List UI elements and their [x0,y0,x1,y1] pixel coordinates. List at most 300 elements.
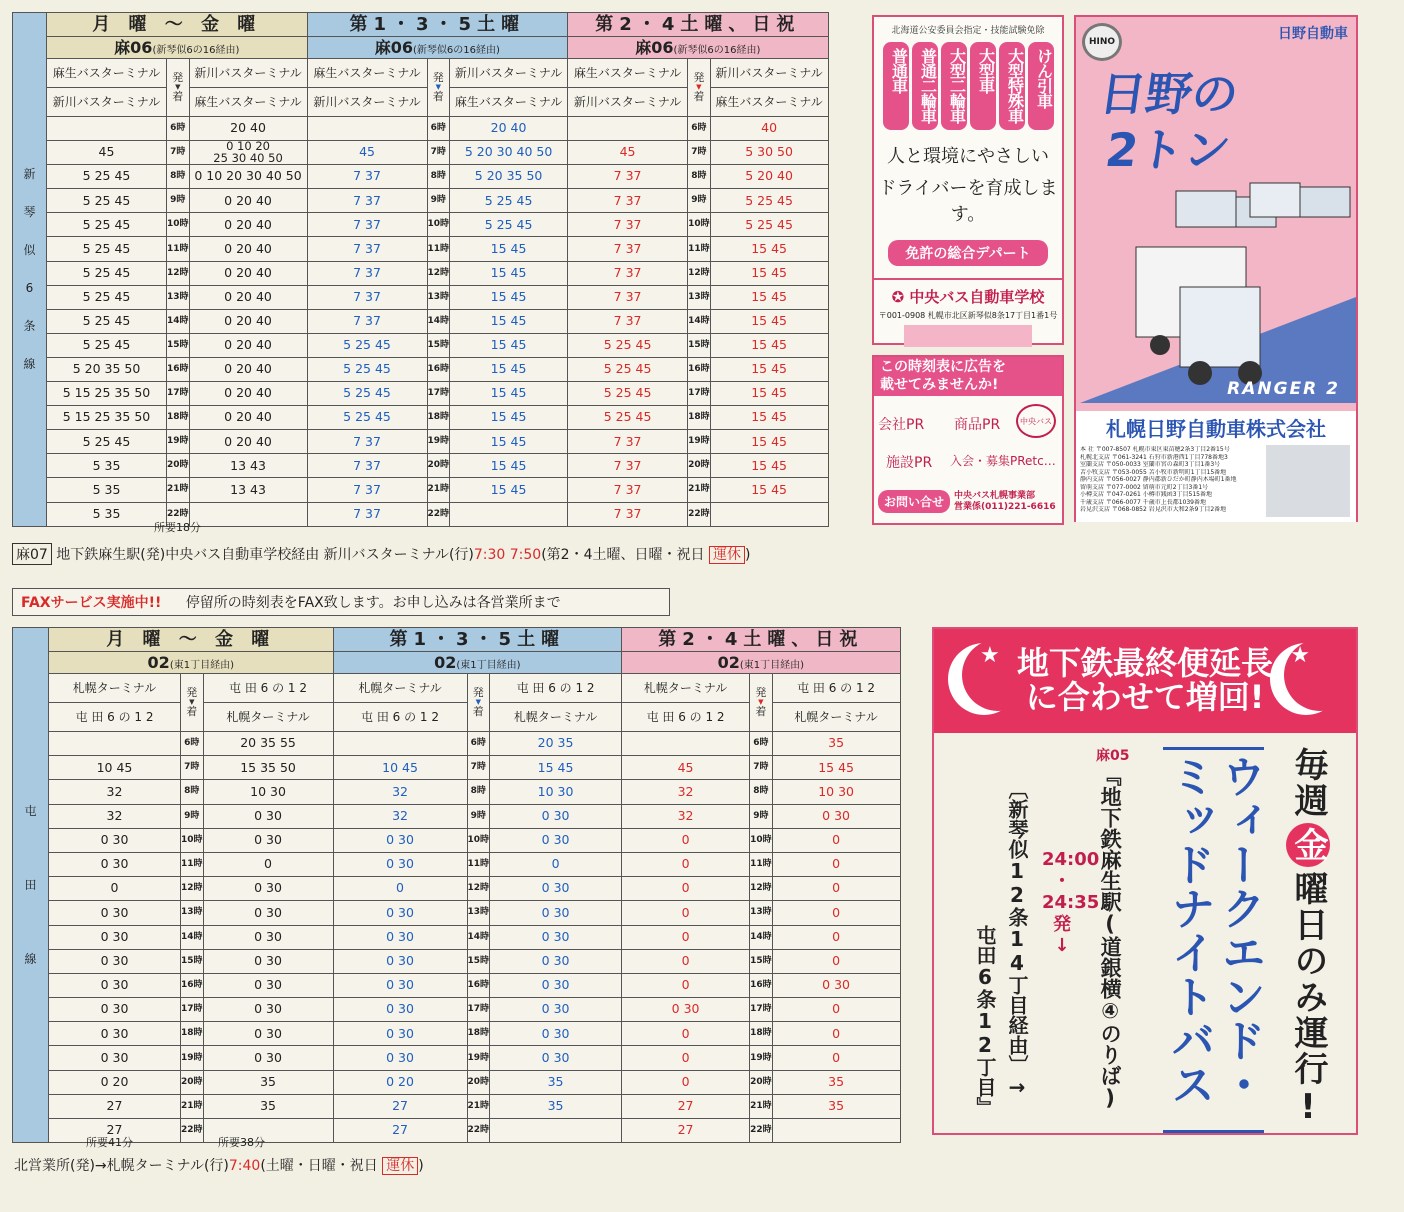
departure-times: 15 45 [710,285,828,309]
departure-times [307,117,427,141]
departure-times: 0 30 [49,901,181,925]
hour-label: 16時 [427,357,450,381]
hour-row [13,901,901,925]
departure-times: 27 [622,1094,750,1118]
hour-label: 13時 [181,901,204,925]
stop-destination: 新川バスターミナル [47,88,167,117]
departure-times: 0 30 [203,949,333,973]
license-badge: 大型二輪車 [941,42,967,130]
departure-times: 27 [49,1119,181,1143]
hour-label: 6時 [167,117,190,141]
hour-row [13,261,829,285]
stop-origin: 新川バスターミナル [710,59,828,88]
departure-times: 40 [710,117,828,141]
departure-times: 5 35 [47,502,167,526]
school-header: 北海道公安委員会指定・技能試験免除 [891,26,1045,36]
asa07-close: ) [744,547,751,563]
night-banner-text [934,644,1356,716]
departure-times: 0 20 40 [189,333,307,357]
hino-logo-icon: HINO [1082,23,1122,61]
suspended-badge: 運休 [382,1157,418,1175]
departure-times: 7 37 [568,237,688,261]
stop-destination: 屯 田 6 の 1 2 [333,703,467,732]
pr-title-line2: 載せてみませんか! [880,376,999,393]
hour-label: 22時 [427,502,450,526]
hour-label: 17時 [750,998,773,1022]
hour-row [13,756,901,780]
hour-label: 10時 [181,828,204,852]
departure-times: 0 20 40 [189,213,307,237]
route-header: 02(東1丁目経由) [333,652,622,674]
arrow-down-icon: ▼ [189,697,195,706]
departure-times: 0 30 [490,925,622,949]
hour-label: 8時 [167,165,190,189]
departure-times: 15 45 [772,756,900,780]
stop-origin: 屯 田 6 の 1 2 [203,674,333,703]
route-header: 麻06(新琴似6の16経由) [307,37,568,59]
stop-origin: 麻生バスターミナル [307,59,427,88]
departure-times: 5 25 45 [710,189,828,213]
stop-origin: 屯 田 6 の 1 2 [490,674,622,703]
kita-time: 7:40 [228,1158,261,1174]
hour-label: 17時 [181,998,204,1022]
line-name-char: 6 [25,281,34,296]
departure-times: 0 30 [333,828,467,852]
kita-text: 北営業所(発)→札幌ターミナル(行) [14,1158,229,1174]
arrow-down-icon: ▼ [435,82,441,91]
stop-destination: 麻生バスターミナル [450,88,568,117]
line-name-char: 新 [23,167,36,182]
departure-times: 45 [622,756,750,780]
hour-row [13,877,901,901]
ad-midnight-bus [932,627,1358,1135]
hour-label: 22時 [688,502,711,526]
departure-times: 27 [333,1094,467,1118]
hour-label: 8時 [750,780,773,804]
departure-times [490,1119,622,1143]
via-text: 〔新琴似12条14丁目経由〕→ [1005,779,1029,1099]
day-header: 第1・3・5土曜 [333,628,622,652]
departure-times: 5 25 45 [47,189,167,213]
hour-row [13,949,901,973]
hour-label: 20時 [427,454,450,478]
departure-times: 10 45 [49,756,181,780]
day-header: 第2・4土曜、日祝 [568,13,829,37]
hour-label: 19時 [427,430,450,454]
departure-times: 0 30 [49,925,181,949]
departure-times: 5 25 45 [307,333,427,357]
departure-times: 0 20 40 [189,309,307,333]
hour-row [13,998,901,1022]
departure-times: 0 [772,852,900,876]
hour-label: 21時 [427,478,450,502]
hour-label: 20時 [688,454,711,478]
hour-label: 6時 [467,732,490,756]
departure-times: 0 [772,1022,900,1046]
departure-times: 45 [47,141,167,165]
departure-times: 0 30 [490,1022,622,1046]
hino-branch: 留萌支店 〒077-0002 留萌市元町2丁目3番1号 [1080,483,1209,491]
stop-destination: 札幌ターミナル [490,703,622,732]
hino-branch: 本 社 〒007-8507 札幌市東区東苗穂2条3丁目2番15号 [1080,446,1230,453]
hino-branch-list [1076,442,1256,514]
hino-branch: 静内支店 〒056-0027 静内郡新ひだか町静内木場町1番地 [1080,476,1237,483]
hour-label: 12時 [467,877,490,901]
departure-times: 7 37 [568,454,688,478]
departure-times: 15 45 [450,285,568,309]
departure-times: 32 [622,780,750,804]
hour-row [13,117,829,141]
line-name-char: 似 [23,243,36,258]
pr-items [874,396,1062,482]
departure-times: 5 25 45 [568,333,688,357]
day-header: 月 曜 ～ 金 曜 [49,628,334,652]
departure-times [1042,849,1100,957]
departure-times: 15 45 [450,430,568,454]
hour-label: 12時 [181,877,204,901]
dep-arr-label: 発 ▼ 着 [427,59,450,117]
departure-times: 0 30 [49,949,181,973]
hour-label: 16時 [167,357,190,381]
hour-row [13,237,829,261]
pr-item-product: 商品PR [954,417,1001,433]
departure-times: 27 [49,1094,181,1118]
departure-times: 0 [49,877,181,901]
departure-times: 7 37 [568,285,688,309]
departure-times: 7 37 [307,189,427,213]
departure-times: 0 30 [333,973,467,997]
departure-times: 0 30 [772,973,900,997]
weekly-text2: 曜日のみ運行! [1288,871,1328,1129]
pr-title-line1: この時刻表に広告を [880,359,1006,375]
arrow-down-icon: ▼ [175,82,181,91]
hour-row [13,804,901,828]
hour-row [13,406,829,430]
departure-times: 5 25 45 [568,382,688,406]
departure-times: 15 45 [710,357,828,381]
hour-row [13,1022,901,1046]
departure-times: 0 [622,828,750,852]
departure-times: 0 [622,973,750,997]
departure-times: 32 [333,804,467,828]
school-phone-redacted [904,325,1032,347]
weekly-text [1286,747,1330,1129]
star-icon: ✪ [891,288,905,306]
hour-label: 12時 [750,877,773,901]
hour-label: 13時 [467,901,490,925]
hour-label: 11時 [750,852,773,876]
departure-times: 0 20 40 [189,189,307,213]
departure-times: 32 [622,804,750,828]
departure-times: 0 30 [333,1022,467,1046]
line-name-char: 線 [23,357,36,372]
hour-label: 11時 [688,237,711,261]
departure-times: 5 25 45 [450,213,568,237]
departure-times: 7 37 [568,165,688,189]
departure-times [333,732,467,756]
departure-times: 15 35 50 [203,756,333,780]
departure-times: 0 [490,852,622,876]
hour-label: 14時 [467,925,490,949]
hour-label: 20時 [181,1070,204,1094]
hour-label: 21時 [167,478,190,502]
departure-times: 5 30 50 [710,141,828,165]
hour-row [13,165,829,189]
day-header: 第2・4土曜、日祝 [622,628,901,652]
departure-times: 0 30 [49,852,181,876]
departure-times: 13 43 [189,454,307,478]
departure-times: 0 [622,1022,750,1046]
weekly-text1: 毎週 [1288,747,1328,819]
dep-arr-label: 発 ▼ 着 [688,59,711,117]
departure-times: 27 [333,1119,467,1143]
hour-label: 12時 [427,261,450,285]
line-name-char: 琴 [23,205,36,220]
hour-row [13,852,901,876]
stop-origin: 札幌ターミナル [622,674,750,703]
departure-times: 0 30 [333,949,467,973]
departure-times: 0 [622,852,750,876]
chuo-bus-badge-icon: 中央バス [1016,404,1056,438]
hour-label: 22時 [750,1119,773,1143]
time1: 24:00 [1042,849,1100,870]
slogan-line2: ドライバーを育成します。 [878,178,1058,225]
hino-company: 札幌日野自動車株式会社 [1106,417,1326,441]
hour-label: 9時 [750,804,773,828]
hour-label: 9時 [467,804,490,828]
route-tag-asa07: 麻07 [12,543,52,565]
stop-name: 『地下鉄麻生駅(道銀横④のりば) [1098,765,1123,1110]
departure-times: 45 [307,141,427,165]
departure-times: 15 45 [710,382,828,406]
stop-origin: 新川バスターミナル [189,59,307,88]
hour-row [13,1070,901,1094]
departure-times: 0 [772,828,900,852]
departure-times: 35 [772,1070,900,1094]
departure-times: 20 35 55 [203,732,333,756]
hour-label: 19時 [467,1046,490,1070]
departure-times: 0 30 [49,973,181,997]
departure-times: 0 30 [490,998,622,1022]
departure-times: 5 25 45 [307,357,427,381]
departure-times: 0 30 [772,804,900,828]
hour-label: 18時 [167,406,190,430]
hour-label: 18時 [688,406,711,430]
departure-times: 15 45 [450,333,568,357]
pr-item-company: 会社PR [878,417,925,433]
departure-times: 7 37 [307,478,427,502]
stop-destination: 麻生バスターミナル [189,88,307,117]
banner-line2: に合わせて増回! [1025,677,1265,716]
departure-times: 0 30 [203,877,333,901]
hour-label: 10時 [167,213,190,237]
departure-times: 15 45 [450,357,568,381]
hour-row [13,502,829,526]
departure-times: 7 37 [568,261,688,285]
hour-row [13,454,829,478]
departure-times: 0 20 [333,1070,467,1094]
time2: 24:35 [1042,892,1100,914]
departure-times: 0 [622,925,750,949]
departure-times: 35 [203,1094,333,1118]
stop-origin: 新川バスターミナル [450,59,568,88]
hour-row [13,213,829,237]
stop-origin: 札幌ターミナル [333,674,467,703]
departure-times: 0 30 [203,1046,333,1070]
ad-hino [1074,15,1358,522]
hour-row [13,382,829,406]
departure-times: 0 20 40 [189,406,307,430]
line-name-char: 線 [24,952,37,967]
hour-label: 21時 [181,1094,204,1118]
departure-times: 15 45 [450,454,568,478]
hour-label: 22時 [167,502,190,526]
departure-times: 0 10 20 30 40 50 [189,165,307,189]
departure-times: 5 20 40 [710,165,828,189]
departure-times: 0 20 [49,1070,181,1094]
hour-label: 19時 [688,430,711,454]
fax-service-banner [12,588,670,616]
hour-label: 14時 [688,309,711,333]
departure-times: 7 37 [307,237,427,261]
hour-label: 6時 [750,732,773,756]
hour-label: 18時 [750,1022,773,1046]
ad-pr [872,355,1064,525]
departure-times: 15 45 [450,406,568,430]
departure-times: 0 30 [203,901,333,925]
departure-times: 32 [333,780,467,804]
departure-times: 0 30 [333,925,467,949]
departure-times [568,117,688,141]
hino-phone-redacted [1266,445,1350,517]
hino-branch: 岩見沢支店 〒068-0852 岩見沢市大和2条9丁目2番地 [1080,506,1227,513]
departure-times: 15 45 [710,406,828,430]
hour-label: 22時 [181,1119,204,1143]
friday-circle: 金 [1286,823,1330,867]
departure-times: 10 45 [333,756,467,780]
departure-times: 5 25 45 [568,406,688,430]
pr-item-recruit: 入会・募集PRetc… [950,454,1056,468]
departure-times: 45 [568,141,688,165]
hour-label: 21時 [467,1094,490,1118]
hour-label: 7時 [750,756,773,780]
hino-headline2: 2トン [1102,123,1234,177]
departure-times: 0 30 [203,925,333,949]
hour-label: 16時 [467,973,490,997]
departure-times: 7 37 [568,502,688,526]
slogan-line1: 人と環境にやさしい [887,146,1049,167]
school-name-text: 中央バス自動車学校 [909,288,1045,306]
hour-label: 9時 [688,189,711,213]
hour-label: 10時 [688,213,711,237]
departure-times: 0 [622,877,750,901]
hino-branch: 室蘭支店 〒050-0033 室蘭市宮の森町3丁目1番3号 [1080,461,1221,468]
license-list [874,42,1062,130]
hour-label: 16時 [750,973,773,997]
hour-label: 17時 [167,382,190,406]
hour-label: 19時 [750,1046,773,1070]
license-badge: けん引車 [1028,42,1054,130]
stop-origin: 札幌ターミナル [49,674,181,703]
departure-times: 0 30 [203,1022,333,1046]
hour-label: 22時 [467,1119,490,1143]
departure-times: 7 37 [307,502,427,526]
hour-label: 11時 [467,852,490,876]
hour-label: 13時 [427,285,450,309]
departure-times: 5 25 45 [47,237,167,261]
stop-destination: 麻生バスターミナル [710,88,828,117]
hour-label: 9時 [427,189,450,213]
hour-label: 12時 [167,261,190,285]
hour-label: 19時 [167,430,190,454]
hour-label: 16時 [688,357,711,381]
banner-line1: 地下鉄最終便延長 [1016,644,1273,682]
departure-times: 7 37 [307,285,427,309]
hour-row [13,141,829,165]
hour-label: 15時 [467,949,490,973]
stop-destination: 札幌ターミナル [772,703,900,732]
departure-times: 5 15 25 35 50 [47,406,167,430]
departure-times: 0 [772,949,900,973]
hour-label: 6時 [688,117,711,141]
hour-row [13,973,901,997]
departure-times: 0 30 [622,998,750,1022]
school-address: 〒001-0908 札幌市北区新琴似8条17丁目1番1号 [878,311,1058,320]
asa07-text: 地下鉄麻生駅(発)中央バス自動車学校経由 新川バスターミナル(行) [56,547,474,563]
hour-row [13,189,829,213]
departure-times: 7 37 [307,430,427,454]
departure-times: 0 30 [333,901,467,925]
star-left-icon: ★ [980,643,1000,668]
hour-label: 17時 [427,382,450,406]
pr-item-facility: 施設PR [886,455,933,471]
suspended-badge: 運休 [709,546,745,564]
departure-times: 15 45 [450,478,568,502]
hour-label: 11時 [167,237,190,261]
departure-times: 10 30 [490,780,622,804]
line-name-char: 屯 [24,804,37,819]
departure-times: 5 15 25 35 50 [47,382,167,406]
departure-times: 15 45 [710,333,828,357]
departure-times: 15 45 [450,382,568,406]
departure-times: 32 [49,804,181,828]
departure-times: 15 45 [450,237,568,261]
hour-label: 8時 [467,780,490,804]
departure-times: 15 45 [710,454,828,478]
departure-times: 5 20 30 40 50 [450,141,568,165]
departure-times: 7 37 [307,165,427,189]
hour-row [13,357,829,381]
stop-origin: 麻生バスターミナル [568,59,688,88]
dest-text: 屯田6条12丁目』 [973,925,997,1117]
departure-times: 15 45 [710,237,828,261]
title-line1: ウィークエンド・ [1214,754,1265,1106]
departure-times: 0 30 [333,852,467,876]
departure-times: 5 25 45 [450,189,568,213]
asa07-times: 7:30 7:50 [473,547,542,563]
departure-times: 0 [333,877,467,901]
hatsu-label: 発 [1053,913,1071,935]
pr-contact [874,482,1062,513]
hour-label: 18時 [181,1022,204,1046]
departure-times: 7 37 [307,309,427,333]
pr-office2: 営業係(011)221-6616 [954,501,1056,512]
hour-label: 11時 [181,852,204,876]
hour-label: 15時 [181,949,204,973]
hour-row [13,285,829,309]
hour-row [13,478,829,502]
hour-label: 7時 [167,141,190,165]
